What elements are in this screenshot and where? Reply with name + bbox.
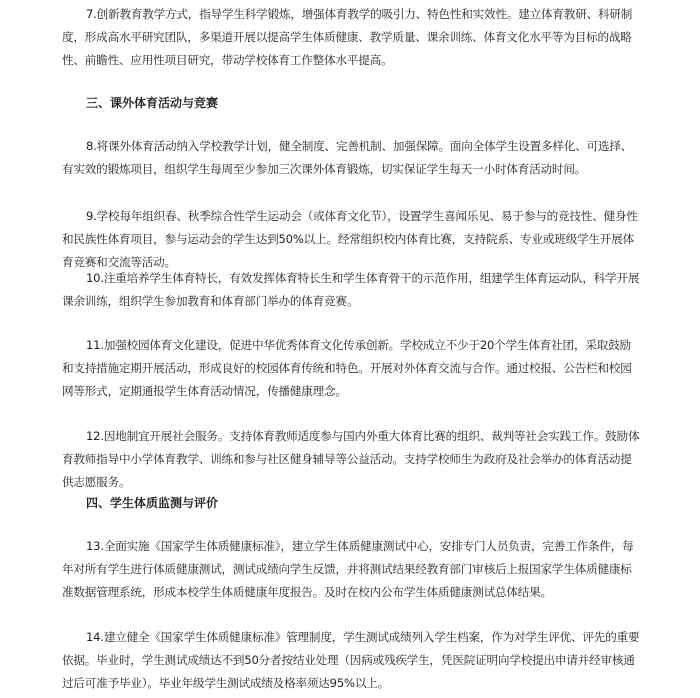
- paragraph-11: 11.加强校园体育文化建设，促进中华优秀体育文化传承创新。学校成立不少于20个学生体育社团，采取鼓励和支持措施定期开展活动，形成良好的校园体育传统和特色。开展对外体育交流与合作。通过校报、公告栏和校园网等形式，定期通报学生体育活动情况，传播健康理念。: [62, 337, 632, 398]
- paragraph-14: 14.建立健全《国家学生体质健康标准》管理制度，学生测试成绩列入学生档案，作为对学生评优、评先的重要依据。毕业时，学生测试成绩达不到50分者按结业处理（因病或残疾学生，凭医院证明向学校提出申请并经审核通过后可准予毕业）。毕业年级学生测试成绩及格率须达95%以上。: [62, 629, 640, 690]
- paragraph-8: 8.将课外体育活动纳入学校教学计划，健全制度、完善机制、加强保障。面向全体学生设置多样化、可选择、有实效的锻炼项目，组织学生每周至少参加三次课外体育锻炼，切实保证学生每天一小时体育活动时间。: [62, 138, 633, 176]
- paragraph-7: 7.创新教育教学方式，指导学生科学锻炼，增强体育教学的吸引力、特色性和实效性。建立体育教研、科研制度，形成高水平研究团队，多渠道开展以提高学生体质健康、教学质量、课余训练、体育文化水平等为目标的战略性、前瞻性、应用性项目研究，带动学校体育工作整体水平提高。: [62, 6, 633, 67]
- paragraph-12: 12.因地制宜开展社会服务。支持体育教师适度参与国内外重大体育比赛的组织、裁判等社会实践工作。鼓励体育教师指导中小学体育教学、训练和参与社区健身辅导等公益活动。支持学校师生为政府及社会举办的体育活动提供志愿服务。: [62, 428, 640, 489]
- paragraph-13: 13.全面实施《国家学生体质健康标准》，建立学生体质健康测试中心，安排专门人员负责，完善工作条件，每年对所有学生进行体质健康测试，测试成绩向学生反馈，并将测试结果经教育部门审核后上报国家学生体质健康标准数据管理系统，形成本校学生体质健康年度报告。及时在校内公布学生体质健康测试总体结果。: [62, 538, 634, 599]
- section-heading-3: 三、课外体育活动与竞赛: [86, 96, 219, 110]
- section-heading-4: 四、学生体质监测与评价: [86, 496, 219, 510]
- paragraph-10: 10.注重培养学生体育特长，有效发挥体育特长生和学生体育骨干的示范作用，组建学生体育运动队，科学开展课余训练，组织学生参加教育和体育部门举办的体育竞赛。: [62, 270, 640, 308]
- paragraph-9: 9.学校每年组织春、秋季综合性学生运动会（或体育文化节），设置学生喜闻乐见、易于参与的竞技性、健身性和民族性体育项目，参与运动会的学生达到50%以上。经常组织校内体育比赛，支持院系、专业或班级学生开展体育竞赛和交流等活动。: [62, 208, 638, 269]
